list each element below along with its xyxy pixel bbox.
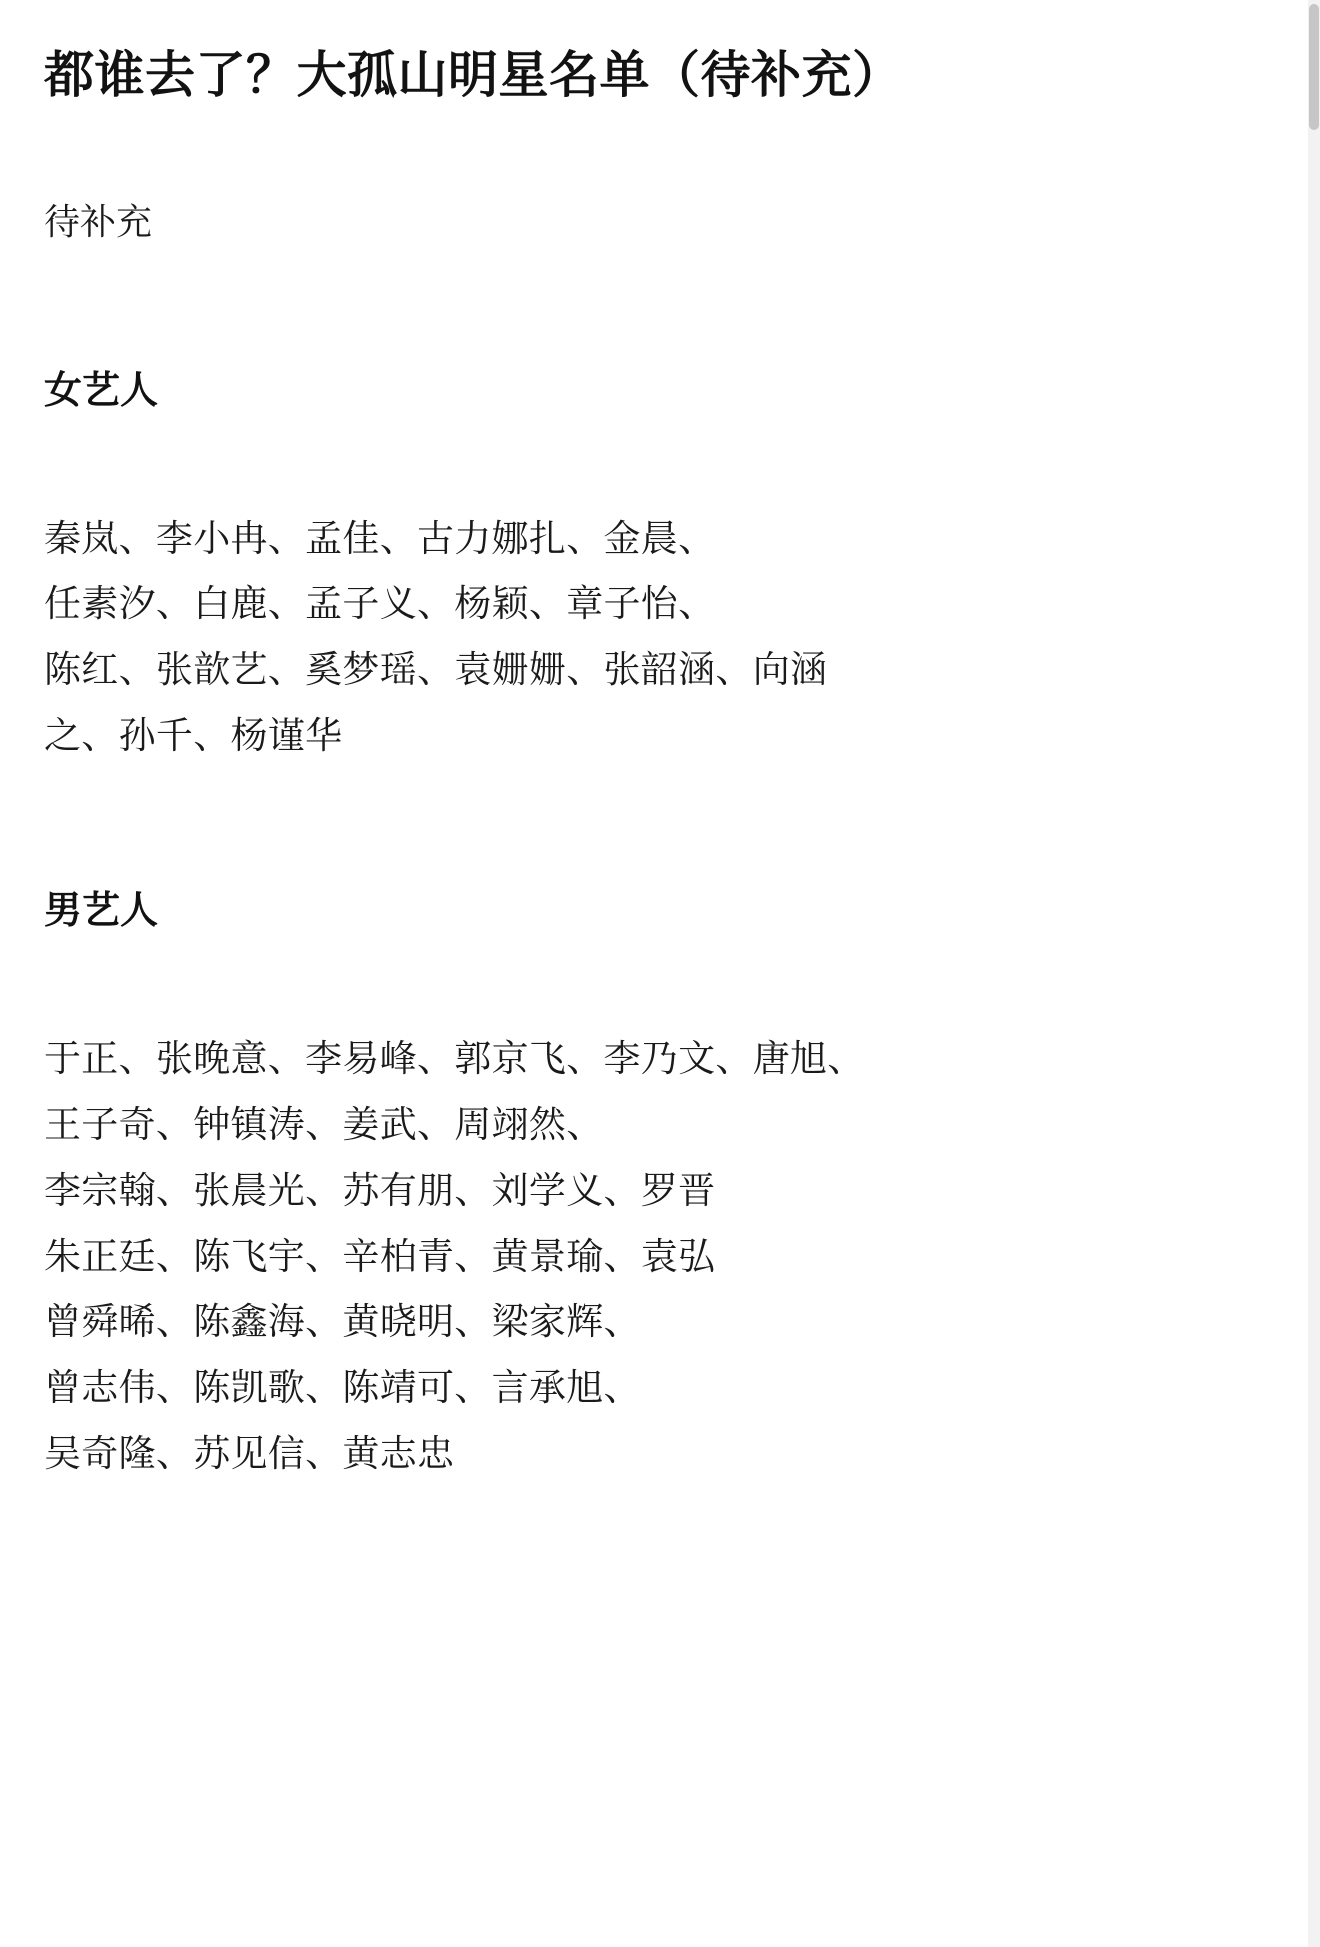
name-line: 吴奇隆、苏见信、黄志忠 <box>44 1433 455 1475</box>
name-line: 曾舜晞、陈鑫海、黄晓明、梁家辉、 <box>44 1301 641 1343</box>
lead-paragraph: 待补充 <box>44 200 153 242</box>
name-line: 陈红、张歆艺、奚梦瑶、袁姗姗、张韶涵、向涵 <box>44 649 828 691</box>
name-line: 王子奇、钟镇涛、姜武、周翊然、 <box>44 1103 604 1145</box>
section-heading-male: 男艺人 <box>44 889 159 932</box>
name-list-male <box>44 1026 1264 1487</box>
name-line: 曾志伟、陈凯歌、陈靖可、言承旭、 <box>44 1367 641 1409</box>
name-list-female <box>44 506 1264 769</box>
name-line: 于正、张晚意、李易峰、郭京飞、李乃文、唐旭、 <box>44 1037 865 1079</box>
name-line: 朱正廷、陈飞宇、辛柏青、黄景瑜、袁弘 <box>44 1235 716 1277</box>
name-line: 任素汐、白鹿、孟子义、杨颖、章子怡、 <box>44 583 716 625</box>
page-title: 都谁去了？大孤山明星名单（待补充） <box>44 47 903 103</box>
scrollbar-thumb[interactable] <box>1309 4 1319 130</box>
scrollbar[interactable] <box>1308 0 1320 1947</box>
name-line: 秦岚、李小冉、孟佳、古力娜扎、金晨、 <box>44 517 716 559</box>
name-line: 之、孙千、杨谨华 <box>44 715 343 757</box>
section-heading-female: 女艺人 <box>44 369 159 412</box>
name-line: 李宗翰、张晨光、苏有朋、刘学义、罗晋 <box>44 1169 716 1211</box>
